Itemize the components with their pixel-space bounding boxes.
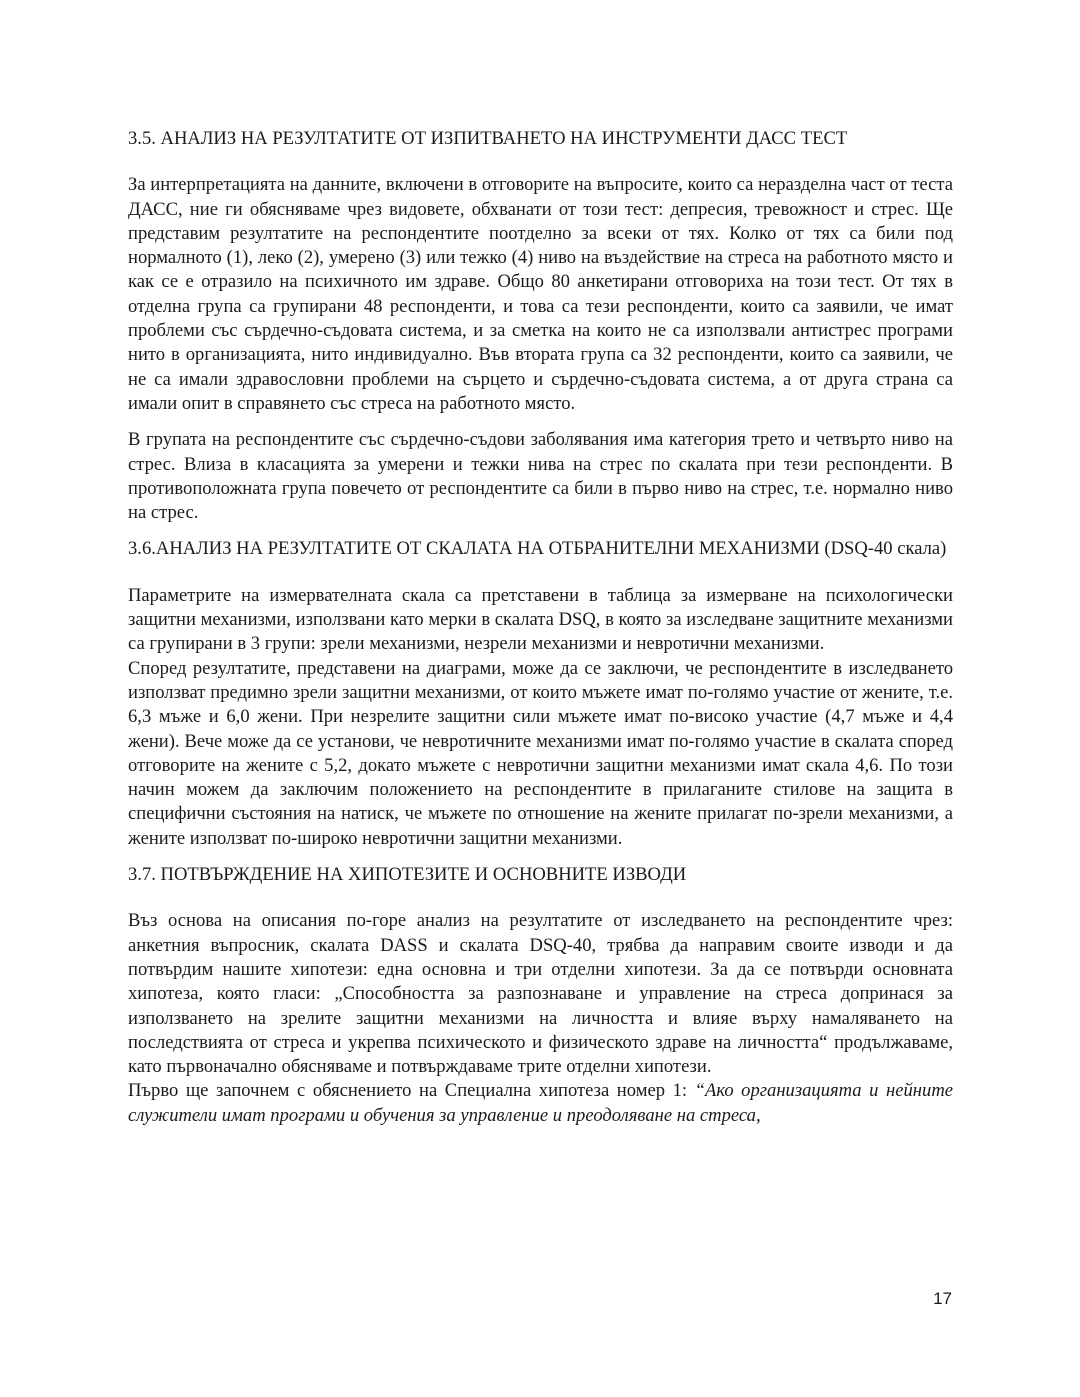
section-3-5-paragraph-2: В групата на респондентите със сърдечно-съдови заболявания има категория трето и четвърто ниво на стрес. Влиза в класацията за умерени и тежки нива на стрес по скалата при тези респонденти. В противоположната група повечето от респондентите са били в първо ниво на стрес, т.е. нормално ниво на стрес. xyxy=(128,429,953,524)
section-3-6-heading: 3.6.АНАЛИЗ НА РЕЗУЛТАТИТЕ ОТ СКАЛАТА НА ОТБРАНИТЕЛНИ МЕХАНИЗМИ (DSQ-40 скала) xyxy=(128,538,947,560)
hypothesis-quote: “Ако организацията и нейните служители имат програми и обучения за управление и преодоляване на стреса, xyxy=(128,1080,953,1126)
hypothesis-intro: Първо ще започнем с обяснението на Специална хипотеза номер 1: xyxy=(128,1080,695,1102)
section-3-7-paragraph-2 xyxy=(128,1079,953,1128)
section-3-6-paragraph-2: Според резултатите, представени на диаграми, може да се заключи, че респондентите в изследването използват предимно зрели защитни механизми, от които мъжете имат по-голямо участие от жените, т.е. 6,3 мъже и 6,0 жени. При незрелите защитни сили мъжете имат по-високо участие (4,7 мъже и 4,4 жени). Вече може да се установи, че невротичните механизми имат по-голямо участие в скалата според отговорите на жените с 5,2, докато мъжете с невротични защитни механизми имат скала 4,6. По този начин можем да заключим положението на респондентите в прилаганите стилове на защита в специфични състояния на натиск, че мъжете по отношение на жените прилагат по-зрели механизми, а жените използват по-широко невротични защитни механизми. xyxy=(128,657,953,849)
section-3-6-paragraph-1: Параметрите на измервателната скала са претставени в таблица за измерване на психологически защитни механизми, използвани като мерки в скалата DSQ, в която за изследване защитните механизми са групирани в 3 групи: зрели механизми, незрели механизми и невротични механизми. xyxy=(128,584,953,655)
page-number: 17 xyxy=(933,1289,952,1308)
section-3-5-paragraph-1: За интерпретацията на данните, включени в отговорите на въпросите, които са неразделна част от теста ДАСС, ние ги обясняваме чрез видовете, обхванати от този тест: депресия, тревожност и стрес. Ще представим резултатите на респондентите поотделно за всеки от тях. Колко от тях са били под нормалното (1), леко (2), умерено (3) или тежко (4) ниво на въздействие на стреса на работното място и как се е отразило на психичното им здраве. Общо 80 анкетирани отговориха на този тест. От тях в отделна група са групирани 48 респонденти, и това са тези респонденти, които са заявили, че имат проблеми със сърдечно-съдовата система, и за сметка на които не са използвали антистрес програми нито в организацията, нито индивидуално. Във втората група са 32 респонденти, които са заявили, че не са имали здравословни проблеми на сърцето и сърдечно-съдовата система, а от друга страна са имали опит в справянето със стреса на работното място. xyxy=(128,174,953,414)
section-3-7-paragraph-1: Въз основа на описания по-горе анализ на резултатите от изследването на респондентите чрез: анкетния въпросник, скалата DASS и скалата DSQ-40, трябва да направим своите изводи и да потвърдим нашите хипотези: една основна и три отделни хипотези. За да се потвърди основната хипотеза, която гласи: „Способността за разпознаване и управление на стреса допринася за използването на зрелите защитни механизми на личността и влияе върху намаляването на последствията от стреса и укрепва психическото и физическото здраве на личността“ продължаваме, като първоначално обясняваме и потвърждаваме трите отделни хипотези. xyxy=(128,910,953,1078)
page-content xyxy=(128,127,953,1128)
section-3-7-heading: 3.7. ПОТВЪРЖДЕНИЕ НА ХИПОТЕЗИТЕ И ОСНОВНИТЕ ИЗВОДИ xyxy=(128,864,687,886)
section-3-5-heading: 3.5. АНАЛИЗ НА РЕЗУЛТАТИТЕ ОТ ИЗПИТВАНЕТО НА ИНСТРУМЕНТИ ДАСС ТЕСТ xyxy=(128,128,848,149)
